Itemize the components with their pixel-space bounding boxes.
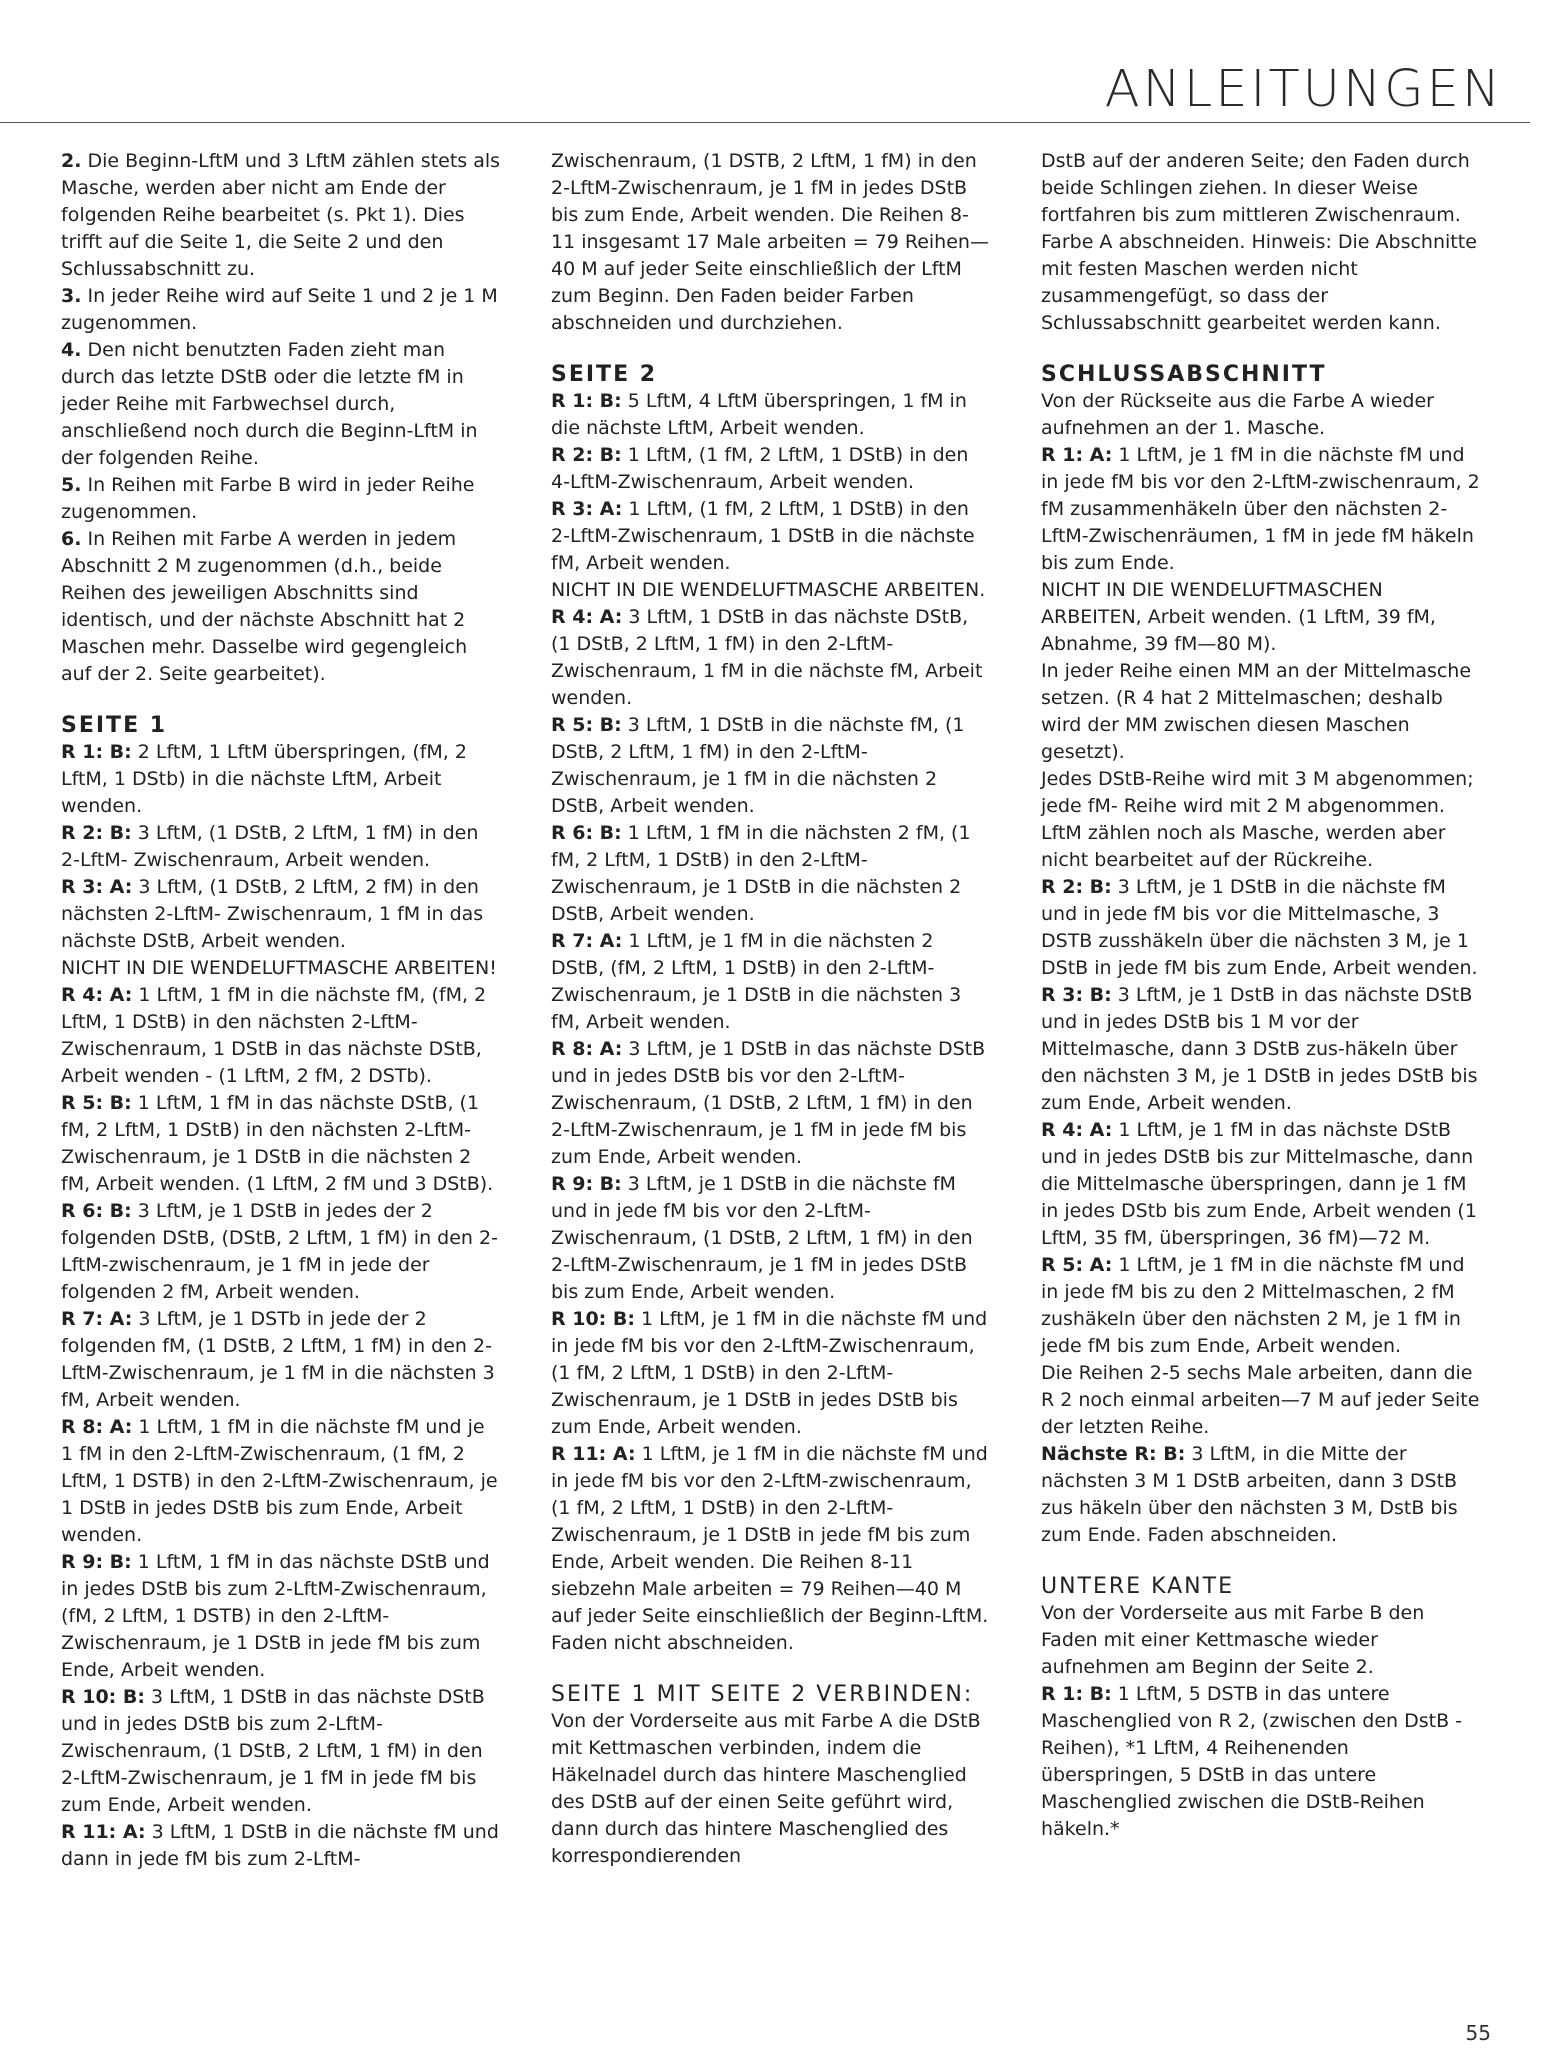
instruction-text: 1 LftM, 1 fM in das nächste DStB, (1 fM, 2 LftM, 1 DStB) in den nächsten 2-LftM-Zwischenraum, je 1 DStB in die nächsten 2 fM, Arbeit wenden. (1 LftM, 2 fM und 3 DStB). — [61, 1092, 494, 1195]
row-label: 3. — [61, 285, 82, 307]
instruction-text: 1 LftM, je 1 fM in die nächste fM und in jede fM bis vor den 2-LftM-zwischenraum, (1 fM, 2 LftM, 1 DStB) in den 2-LftM-Zwischenraum, je 1 DStB in jede fM bis zum Ende, Arbeit wenden. Die Reihen 8-11 siebzehn Male arbeiten = 79 Reihen—40 M auf jeder Seite einschließlich der Beginn-LftM. Faden nicht abschneiden. — [551, 1443, 989, 1654]
row-label: R 11: A: — [61, 1821, 146, 1843]
instruction-paragraph — [61, 337, 501, 472]
instruction-paragraph — [1041, 388, 1481, 442]
instruction-text: 3 LftM, je 1 DstB in das nächste DStB und in jedes DStB bis 1 M vor der Mittelmasche, dann 3 DStB zus-häkeln über den nächsten 3 M, je 1 DStB in jedes DStB bis zum Ende, Arbeit wenden. — [1041, 984, 1478, 1114]
instruction-paragraph — [551, 1171, 991, 1306]
instruction-text: 1 LftM, 1 fM in die nächste fM, (fM, 2 LftM, 1 DStB) in den nächsten 2-LftM-Zwischenraum, 1 DStB in das nächste DStB, Arbeit wenden - (1 LftM, 2 fM, 2 DSTb). — [61, 984, 487, 1087]
instruction-paragraph — [61, 1090, 501, 1198]
row-label: R 1: B: — [551, 390, 622, 412]
paragraph-gap — [551, 337, 991, 361]
instruction-text: Die Beginn-LftM und 3 LftM zählen stets als Masche, werden aber nicht am Ende der folgenden Reihe bearbeitet (s. Pkt 1). Dies trifft auf die Seite 1, die Seite 2 und den Schlussabschnitt zu. — [61, 150, 501, 280]
instruction-paragraph — [1041, 1600, 1481, 1681]
instruction-paragraph — [61, 526, 501, 688]
row-label: R 8: A: — [551, 1038, 623, 1060]
instruction-text: Die Reihen 2-5 sechs Male arbeiten, dann die R 2 noch einmal arbeiten—7 M auf jeder Seite der letzten Reihe. — [1041, 1362, 1480, 1438]
instruction-paragraph — [551, 1036, 991, 1171]
row-label: R 7: A: — [61, 1308, 133, 1330]
instruction-text: 5 LftM, 4 LftM überspringen, 1 fM in die nächste LftM, Arbeit wenden. — [551, 390, 967, 439]
row-label: R 4: A: — [551, 606, 623, 628]
header-divider — [0, 122, 1530, 123]
row-label: R 5: B: — [551, 714, 622, 736]
paragraph-gap — [61, 688, 501, 712]
instruction-text: In jeder Reihe einen MM an der Mittelmasche setzen. (R 4 hat 2 Mittelmaschen; deshalb wird der MM zwischen diesen Maschen gesetzt). — [1041, 660, 1472, 763]
instruction-paragraph — [1041, 1441, 1481, 1549]
section-heading: SEITE 1 MIT SEITE 2 VERBINDEN: — [551, 1682, 974, 1707]
row-label: R 7: A: — [551, 930, 623, 952]
instruction-paragraph — [551, 1441, 991, 1657]
row-label: R 5: B: — [61, 1092, 132, 1114]
instruction-paragraph — [61, 1549, 501, 1684]
instruction-paragraph — [1041, 442, 1481, 577]
row-label: R 4: A: — [1041, 1119, 1113, 1141]
instruction-text: 1 LftM, 1 fM in die nächsten 2 fM, (1 fM, 2 LftM, 1 DStB) in den 2-LftM-Zwischenraum, je 1 DStB in die nächsten 2 DStB, Arbeit wenden. — [551, 822, 971, 925]
row-label: R 1: B: — [1041, 1683, 1112, 1705]
row-label: 4. — [61, 339, 82, 361]
row-label: R 3: A: — [61, 876, 133, 898]
instruction-text: In Reihen mit Farbe B wird in jeder Reihe zugenommen. — [61, 474, 475, 523]
instruction-text: In Reihen mit Farbe A werden in jedem Abschnitt 2 M zugenommen (d.h., beide Reihen des jeweiligen Abschnitts sind identisch, und der nächste Abschnitt hat 2 Maschen mehr. Dasselbe wird gegengleich auf der 2. Seite gearbeitet). — [61, 528, 468, 685]
row-label: 5. — [61, 474, 82, 496]
row-label: R 11: A: — [551, 1443, 636, 1465]
instruction-text: DstB auf der anderen Seite; den Faden durch beide Schlingen ziehen. In dieser Weise fortfahren bis zum mittleren Zwischenraum. Farbe A abschneiden. Hinweis: Die Abschnitte mit festen Maschen werden nicht zusammengefügt, so dass der Schlussabschnitt gearbeitet werden kann. — [1041, 150, 1477, 334]
instruction-paragraph — [551, 1708, 991, 1870]
instruction-paragraph — [61, 955, 501, 982]
row-label: R 8: A: — [61, 1416, 133, 1438]
instruction-paragraph — [1041, 982, 1481, 1117]
instruction-paragraph — [1041, 1117, 1481, 1252]
text-column-3 — [1041, 148, 1481, 1843]
instruction-text: 3 LftM, (1 DStB, 2 LftM, 2 fM) in den nächsten 2-LftM- Zwischenraum, 1 fM in das nächste DStB, Arbeit wenden. — [61, 876, 484, 952]
row-label: Nächste R: B: — [1041, 1443, 1186, 1465]
instruction-text: 1 LftM, 1 fM in das nächste DStB und in jedes DStB bis zum 2-LftM-Zwischenraum, (fM, 2 LftM, 1 DSTB) in den 2-LftM- Zwischenraum, je 1 DStB in jede fM bis zum Ende, Arbeit wenden. — [61, 1551, 490, 1681]
instruction-text: 3 LftM, 1 DStB in die nächste fM und dann in jede fM bis zum 2-LftM- — [61, 1821, 499, 1870]
instruction-paragraph — [1041, 874, 1481, 982]
instruction-paragraph — [551, 1306, 991, 1441]
instruction-paragraph — [1041, 766, 1481, 874]
instruction-text: 1 LftM, (1 fM, 2 LftM, 1 DStB) in den 4-LftM-Zwischenraum, Arbeit wenden. — [551, 444, 969, 493]
row-label: R 2: B: — [551, 444, 622, 466]
instruction-paragraph — [61, 283, 501, 337]
row-label: 2. — [61, 150, 82, 172]
section-heading: UNTERE KANTE — [1041, 1574, 1234, 1599]
row-label: R 1: A: — [1041, 444, 1113, 466]
instruction-text: 1 LftM, je 1 fM in die nächsten 2 DStB, (fM, 2 LftM, 1 DStB) in den 2-LftM-Zwischenraum, je 1 DStB in die nächsten 3 fM, Arbeit wenden. — [551, 930, 962, 1033]
instruction-paragraph — [1041, 1681, 1481, 1843]
instruction-paragraph — [61, 1414, 501, 1549]
instruction-paragraph — [61, 982, 501, 1090]
instruction-text: NICHT IN DIE WENDELUFTMASCHE ARBEITEN! — [61, 957, 497, 979]
instruction-text: Von der Rückseite aus die Farbe A wieder aufnehmen an der 1. Masche. — [1041, 390, 1434, 439]
instruction-text: 3 LftM, je 1 DStB in die nächste fM und in jede fM bis vor den 2-LftM-Zwischenraum, (1 DStB, 2 LftM, 1 fM) in den 2-LftM-Zwischenraum, je 1 fM in jedes DStB bis zum Ende, Arbeit wenden. — [551, 1173, 973, 1303]
row-label: R 6: B: — [551, 822, 622, 844]
instruction-paragraph — [551, 820, 991, 928]
instruction-paragraph — [61, 874, 501, 955]
page-number: 55 — [1465, 2021, 1491, 2045]
instruction-text: 3 LftM, je 1 DSTb in jede der 2 folgenden fM, (1 DStB, 2 LftM, 1 fM) in den 2-LftM-Zwischenraum, je 1 fM in die nächsten 3 fM, Arbeit wenden. — [61, 1308, 495, 1411]
instruction-paragraph — [551, 496, 991, 577]
instruction-text: 3 LftM, (1 DStB, 2 LftM, 1 fM) in den 2-LftM- Zwischenraum, Arbeit wenden. — [61, 822, 479, 871]
row-label: R 1: B: — [61, 741, 132, 763]
instruction-text: 3 LftM, je 1 DStB in die nächste fM und in jede fM bis vor die Mittelmasche, 3 DSTB zusshäkeln über die nächsten 3 M, je 1 DStB in jede fM bis zum Ende, Arbeit wenden. — [1041, 876, 1478, 979]
text-column-2 — [551, 148, 991, 1870]
instruction-paragraph — [1041, 1360, 1481, 1441]
page-title: ANLEITUNGEN — [1104, 60, 1503, 119]
instruction-paragraph — [551, 928, 991, 1036]
instruction-paragraph — [1041, 148, 1481, 337]
instruction-paragraph — [551, 712, 991, 820]
instruction-paragraph — [551, 577, 991, 604]
instruction-text: 2 LftM, 1 LftM überspringen, (fM, 2 LftM, 1 DStb) in die nächste LftM, Arbeit wenden. — [61, 741, 467, 817]
instruction-text: 3 LftM, 1 DStB in das nächste DStB und in jedes DStB bis zum 2-LftM-Zwischenraum, (1 DStB, 2 LftM, 1 fM) in den 2-LftM-Zwischenraum, je 1 fM in jede fM bis zum Ende, Arbeit wenden. — [61, 1686, 485, 1816]
instruction-paragraph — [1041, 1252, 1481, 1360]
instruction-text: 3 LftM, je 1 DStB in jedes der 2 folgenden DStB, (DStB, 2 LftM, 1 fM) in den 2-LftM-zwischenraum, je 1 fM in jede der folgenden 2 fM, Arbeit wenden. — [61, 1200, 498, 1303]
instruction-text: 1 LftM, je 1 fM in die nächste fM und in jede fM bis vor den 2-LftM-zwischenraum, 2 fM zusammenhäkeln über den nächsten 2-LftM-Zwischenräumen, 1 fM in jede fM häkeln bis zum Ende. — [1041, 444, 1480, 574]
instruction-text: In jeder Reihe wird auf Seite 1 und 2 je 1 M zugenommen. — [61, 285, 498, 334]
instruction-paragraph — [551, 148, 991, 337]
row-label: R 4: A: — [61, 984, 133, 1006]
instruction-text: 3 LftM, 1 DStB in das nächste DStB, (1 DStB, 2 LftM, 1 fM) in den 2-LftM-Zwischenraum, 1 fM in die nächste fM, Arbeit wenden. — [551, 606, 983, 709]
section-heading: SEITE 1 — [61, 713, 168, 738]
row-label: 6. — [61, 528, 82, 550]
instruction-text: Den nicht benutzten Faden zieht man durch das letzte DStB oder die letzte fM in jeder Reihe mit Farbwechsel durch, anschließend noch durch die Beginn-LftM in der folgenden Reihe. — [61, 339, 478, 469]
instruction-text: 1 LftM, je 1 fM in das nächste DStB und in jedes DStB bis zur Mittelmasche, dann die Mittelmasche überspringen, dann je 1 fM in jedes DStb bis zum Ende, Arbeit wenden (1 LftM, 35 fM, überspringen, 36 fM)—72 M. — [1041, 1119, 1477, 1249]
instruction-text: NICHT IN DIE WENDELUFTMASCHEN ARBEITEN, Arbeit wenden. (1 LftM, 39 fM, Abnahme, 39 fM—80 M). — [1041, 579, 1436, 655]
instruction-paragraph — [61, 1198, 501, 1306]
instruction-paragraph — [61, 1684, 501, 1819]
instruction-paragraph — [61, 1306, 501, 1414]
instruction-text: Jedes DStB-Reihe wird mit 3 M abgenommen; jede fM- Reihe wird mit 2 M abgenommen. LftM zählen noch als Masche, werden aber nicht bearbeitet auf der Rückreihe. — [1041, 768, 1474, 871]
instruction-text: Zwischenraum, (1 DSTB, 2 LftM, 1 fM) in den 2-LftM-Zwischenraum, je 1 fM in jedes DStB bis zum Ende, Arbeit wenden. Die Reihen 8-11 insgesamt 17 Male arbeiten = 79 Reihen—40 M auf jeder Seite einschließlich der LftM zum Beginn. Den Faden beider Farben abschneiden und durchziehen. — [551, 150, 989, 334]
instruction-text: 3 LftM, 1 DStB in die nächste fM, (1 DStB, 2 LftM, 1 fM) in den 2-LftM-Zwischenraum, je 1 fM in die nächsten 2 DStB, Arbeit wenden. — [551, 714, 965, 817]
row-label: R 10: B: — [61, 1686, 145, 1708]
instruction-text: Von der Vorderseite aus mit Farbe A die DStB mit Kettmaschen verbinden, indem die Häkelnadel durch das hintere Maschenglied des DStB auf der einen Seite geführt wird, dann durch das hintere Maschenglied des korrespondierenden — [551, 1710, 981, 1867]
instruction-paragraph — [61, 148, 501, 283]
row-label: R 5: A: — [1041, 1254, 1113, 1276]
text-column-1 — [61, 148, 501, 1873]
row-label: R 6: B: — [61, 1200, 132, 1222]
row-label: R 3: A: — [551, 498, 623, 520]
paragraph-gap — [1041, 337, 1481, 361]
row-label: R 9: B: — [61, 1551, 132, 1573]
row-label: R 3: B: — [1041, 984, 1112, 1006]
instruction-text: 1 LftM, 5 DSTB in das untere Maschenglied von R 2, (zwischen den DstB - Reihen), *1 LftM, 4 Reihenenden überspringen, 5 DStB in das untere Maschenglied zwischen die DStB-Reihen häkeln.* — [1041, 1683, 1463, 1840]
instruction-paragraph — [551, 442, 991, 496]
row-label: R 2: B: — [1041, 876, 1112, 898]
paragraph-gap — [1041, 1549, 1481, 1573]
instruction-paragraph — [61, 820, 501, 874]
instruction-paragraph — [1041, 658, 1481, 766]
instruction-paragraph — [1041, 577, 1481, 658]
instruction-paragraph — [551, 604, 991, 712]
instruction-text: Von der Vorderseite aus mit Farbe B den Faden mit einer Kettmasche wieder aufnehmen am Beginn der Seite 2. — [1041, 1602, 1425, 1678]
row-label: R 10: B: — [551, 1308, 635, 1330]
section-heading: SCHLUSSABSCHNITT — [1041, 362, 1327, 387]
instruction-paragraph — [61, 1819, 501, 1873]
instruction-text: 3 LftM, je 1 DStB in das nächste DStB und in jedes DStB bis vor den 2-LftM-Zwischenraum, (1 DStB, 2 LftM, 1 fM) in den 2-LftM-Zwischenraum, je 1 fM in jede fM bis zum Ende, Arbeit wenden. — [551, 1038, 986, 1168]
instruction-text: NICHT IN DIE WENDELUFTMASCHE ARBEITEN. — [551, 579, 986, 601]
instruction-paragraph — [551, 388, 991, 442]
row-label: R 9: B: — [551, 1173, 622, 1195]
instruction-text: 3 LftM, in die Mitte der nächsten 3 M 1 DStB arbeiten, dann 3 DStB zus häkeln über den nächsten 3 M, DstB bis zum Ende. Faden abschneiden. — [1041, 1443, 1458, 1546]
instruction-paragraph — [61, 739, 501, 820]
section-heading: SEITE 2 — [551, 362, 658, 387]
instruction-paragraph — [61, 472, 501, 526]
instruction-text: 1 LftM, je 1 fM in die nächste fM und in jede fM bis vor den 2-LftM-Zwischenraum, (1 fM, 2 LftM, 1 DStB) in den 2-LftM-Zwischenraum, je 1 DStB in jedes DStB bis zum Ende, Arbeit wenden. — [551, 1308, 988, 1438]
paragraph-gap — [551, 1657, 991, 1681]
instruction-text: 1 LftM, je 1 fM in die nächste fM und in jede fM bis zu den 2 Mittelmaschen, 2 fM zushäkeln über den nächsten 2 M, je 1 fM in jede fM bis zum Ende, Arbeit wenden. — [1041, 1254, 1465, 1357]
instruction-text: 1 LftM, (1 fM, 2 LftM, 1 DStB) in den 2-LftM-Zwischenraum, 1 DStB in die nächste fM, Arbeit wenden. — [551, 498, 975, 574]
instruction-text: 1 LftM, 1 fM in die nächste fM und je 1 fM in den 2-LftM-Zwischenraum, (1 fM, 2 LftM, 1 DSTB) in den 2-LftM-Zwischenraum, je 1 DStB in jedes DStB bis zum Ende, Arbeit wenden. — [61, 1416, 498, 1546]
row-label: R 2: B: — [61, 822, 132, 844]
